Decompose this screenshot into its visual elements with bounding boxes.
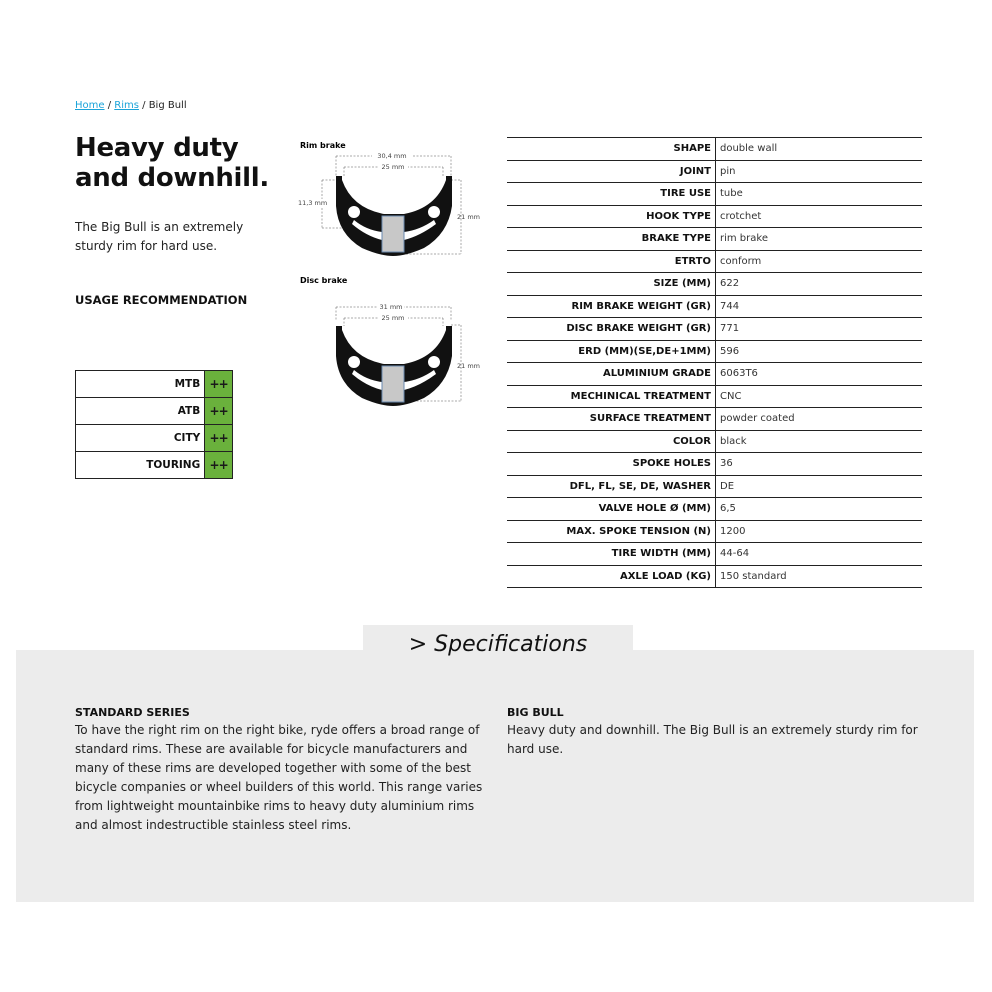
spec-table (507, 137, 922, 588)
spec-value: 1200 (716, 520, 923, 543)
spec-value: 44-64 (716, 543, 923, 566)
breadcrumb-rims-link[interactable]: Rims (114, 100, 139, 111)
breadcrumb (75, 100, 187, 111)
disc-brake-profile (336, 326, 452, 406)
breadcrumb-separator: / (104, 100, 115, 111)
spec-key: MAX. SPOKE TENSION (N) (507, 520, 716, 543)
usage-rating: ++ (205, 452, 233, 479)
spec-row (507, 453, 922, 476)
spec-value: 6063T6 (716, 363, 923, 386)
disc-brake-label: Disc brake (300, 276, 348, 285)
big-bull-title: BIG BULL (507, 706, 564, 719)
spec-key: SPOKE HOLES (507, 453, 716, 476)
disc-brake-inner-width: 25 mm (381, 314, 405, 322)
disc-brake-outer-width: 31 mm (379, 303, 403, 311)
spec-value: tube (716, 183, 923, 206)
spec-row (507, 295, 922, 318)
rim-brake-right-height: 21 mm (457, 213, 481, 221)
usage-rating: ++ (205, 371, 233, 398)
breadcrumb-current: Big Bull (148, 100, 187, 111)
spec-value: CNC (716, 385, 923, 408)
rim-brake-profile (336, 176, 452, 256)
spec-row (507, 340, 922, 363)
spec-row (507, 228, 922, 251)
spec-key: COLOR (507, 430, 716, 453)
spec-row (507, 498, 922, 521)
spec-row (507, 205, 922, 228)
spec-row (507, 385, 922, 408)
spec-value: pin (716, 160, 923, 183)
spec-value: 771 (716, 318, 923, 341)
rim-brake-inner-width: 25 mm (381, 163, 405, 171)
rim-brake-label: Rim brake (300, 141, 346, 150)
spec-row (507, 138, 922, 161)
spec-value: 596 (716, 340, 923, 363)
spec-row (507, 160, 922, 183)
spec-value: 622 (716, 273, 923, 296)
spec-key: ERD (MM)(SE,DE+1MM) (507, 340, 716, 363)
rim-brake-outer-width: 30,4 mm (377, 152, 407, 160)
spec-row (507, 273, 922, 296)
standard-series-title: STANDARD SERIES (75, 706, 190, 719)
spec-key: DFL, FL, SE, DE, WASHER (507, 475, 716, 498)
spec-key: TIRE USE (507, 183, 716, 206)
spec-row (507, 408, 922, 431)
usage-row (76, 425, 233, 452)
spec-row (507, 543, 922, 566)
spec-row (507, 183, 922, 206)
spec-key: RIM BRAKE WEIGHT (GR) (507, 295, 716, 318)
rim-brake-left-height: 11,3 mm (298, 199, 328, 207)
disc-brake-right-height: 21 mm (457, 362, 481, 370)
spec-key: HOOK TYPE (507, 205, 716, 228)
spec-value: 744 (716, 295, 923, 318)
spec-row (507, 430, 922, 453)
rim-profile-diagram (296, 136, 496, 416)
standard-series-section (75, 706, 495, 835)
spec-row (507, 318, 922, 341)
usage-row (76, 398, 233, 425)
spec-value: 150 standard (716, 565, 923, 588)
usage-row (76, 452, 233, 479)
intro-text: The Big Bull is an extremely sturdy rim for hard use. (75, 220, 244, 253)
usage-recommendation-table (75, 370, 233, 479)
spec-key: MECHINICAL TREATMENT (507, 385, 716, 408)
spec-key: JOINT (507, 160, 716, 183)
breadcrumb-separator: / (138, 100, 149, 111)
usage-rating: ++ (205, 425, 233, 452)
spec-key: VALVE HOLE Ø (MM) (507, 498, 716, 521)
spec-value: double wall (716, 138, 923, 161)
spec-key: TIRE WIDTH (MM) (507, 543, 716, 566)
usage-label: TOURING (76, 452, 205, 479)
usage-row (76, 371, 233, 398)
usage-label: CITY (76, 425, 205, 452)
spec-value: powder coated (716, 408, 923, 431)
spec-key: SHAPE (507, 138, 716, 161)
usage-rating: ++ (205, 398, 233, 425)
big-bull-text: Heavy duty and downhill. The Big Bull is an extremely sturdy rim for hard use. (507, 723, 918, 756)
spec-row (507, 475, 922, 498)
spec-row (507, 520, 922, 543)
spec-key: SURFACE TREATMENT (507, 408, 716, 431)
standard-series-text: To have the right rim on the right bike, ryde offers a broad range of standard rims. These are available for bicycle manufacturers and many of these rims are developed together with some of the best bicycle companies or wheel builders of this world. This range varies from lightweight mountainbike rims to heavy duty aluminium rims and almost indestructible stainless steel rims. (75, 723, 483, 832)
spec-value: conform (716, 250, 923, 273)
spec-value: crotchet (716, 205, 923, 228)
usage-label: ATB (76, 398, 205, 425)
breadcrumb-home-link[interactable]: Home (75, 100, 105, 111)
usage-label: MTB (174, 378, 201, 390)
spec-row (507, 250, 922, 273)
spec-value: black (716, 430, 923, 453)
specifications-tab[interactable]: > Specifications (363, 625, 633, 655)
spec-key: BRAKE TYPE (507, 228, 716, 251)
spec-value: rim brake (716, 228, 923, 251)
spec-value: DE (716, 475, 923, 498)
spec-value: 6,5 (716, 498, 923, 521)
page-title: Heavy duty and downhill. (75, 133, 269, 193)
spec-key: DISC BRAKE WEIGHT (GR) (507, 318, 716, 341)
spec-row (507, 363, 922, 386)
spec-value: 36 (716, 453, 923, 476)
spec-key: AXLE LOAD (KG) (507, 565, 716, 588)
spec-key: SIZE (MM) (507, 273, 716, 296)
spec-key: ALUMINIUM GRADE (507, 363, 716, 386)
usage-recommendation-title: USAGE RECOMMENDATION (75, 293, 248, 307)
big-bull-section (507, 706, 927, 759)
spec-key: ETRTO (507, 250, 716, 273)
spec-row (507, 565, 922, 588)
